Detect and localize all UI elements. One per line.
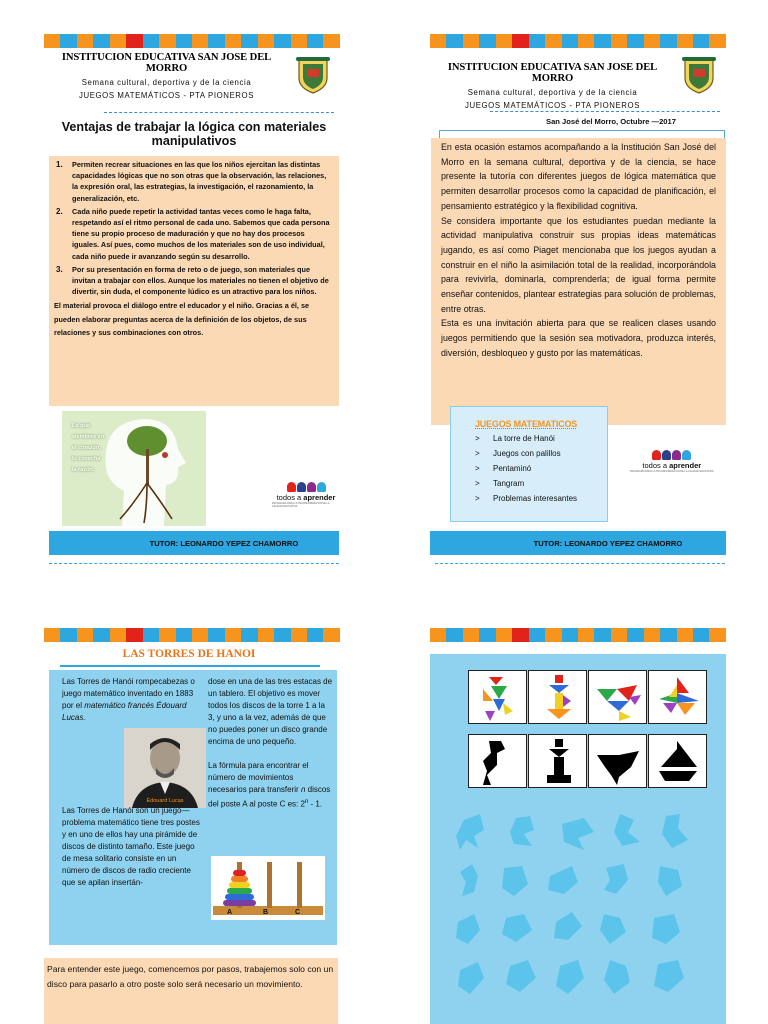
post-label-b: B: [263, 909, 269, 916]
tangram-silhouette-2: [528, 734, 587, 788]
school-crest-icon: [682, 54, 716, 94]
hanoi-formula: La fórmula para encontrar el número de movimientos necesarios para transferir n discos del poste A al poste C es: 2$^n$ - 1.: [208, 761, 331, 809]
list-item: > La torre de Hanói: [475, 434, 555, 443]
advantages-box: [49, 156, 339, 406]
color-stripe: [430, 628, 726, 642]
color-stripe: [44, 628, 340, 642]
list-item: 3. Por su presentación en forma de reto o de juego, son materiales que invitan a trabajar con ellos. Aunque los materiales no tienen el objetivo de divertir, sin duda, el componente lúdico es un atractivo para los niños.: [56, 264, 329, 297]
school-name: INSTITUCION EDUCATIVA SAN JOSE DEL MORRO: [447, 62, 658, 84]
list-item: 1. Permiten recrear situaciones en las que los niños ejercitan las distintas capacidades lógicas que no son otras que la observación, las relaciones, la expresión oral, las estrategias, la investigación, el razonamiento, la generalización, etc.: [56, 160, 327, 203]
intro-paragraph-2: Se considera importante que los estudiantes puedan mediante la actividad manipulativa construir sus propias ideas matemáticas jugando, es así como Piaget mencionaba que los juegos ayudan a construir en el niño la asimilación total de la realidad, incorporándola para revivirla, dominarla, comprenderla; de igual forma permite enseñar contenidos, plantear estrategias para solución de problemas, entre otras.: [441, 215, 716, 314]
hanoi-column-a: [62, 676, 196, 724]
panel-advantages: [44, 34, 340, 564]
hanoi-title: LAS TORRES DE HANOI: [122, 648, 256, 660]
list-item: > Problemas interesantes: [475, 494, 578, 503]
panel-hanoi: [44, 628, 340, 1024]
panel-tangram: [430, 628, 726, 1024]
panel-introduction: [430, 34, 726, 564]
advantages-list: [54, 159, 333, 297]
hanoi-rules: dose en una de las tres estacas de un tablero. El objetivo es mover todos los discos de la torre 1 a la 3, y uno a la vez, además de que no puedes poner un disco grande encima de uno pequeño.: [208, 677, 333, 746]
tangram-colored-figure-2: [528, 670, 587, 724]
tutor-footer: TUTOR: LEONARDO YEPEZ CHAMORRO: [430, 531, 726, 555]
list-item: > Tangram: [475, 479, 525, 488]
hanoi-steps-box: Para entender este juego, comencemos por pasos, trabajemos solo con un disco para pasarlo a otro poste solo será necesario un movimiento.: [44, 958, 338, 1024]
tutor-footer: TUTOR: LEONARDO YEPEZ CHAMORRO: [49, 531, 339, 555]
lucas-portrait: [124, 728, 206, 808]
tangram-colored-figure-3: [588, 670, 647, 724]
advantages-title: Ventajas de trabajar la lógica con materiales manipulativos: [61, 120, 327, 148]
quote-text: Lo que siembres en el corazón, lo cosecha la razón.: [72, 423, 105, 473]
intro-paragraph-3: Esta es una invitación abierta para que se realicen clases usando juegos permitiendo que la sesión sea motivadora, produzca interés, diversión, desbloqueo y gusto por las matemáticas.: [441, 318, 716, 358]
color-stripe: [430, 34, 726, 48]
games-list-title: JUEGOS MATEMATICOS: [475, 419, 578, 429]
school-crest-icon: [296, 54, 330, 94]
list-item: > Pentaminó: [475, 464, 532, 473]
games-list-box: [450, 406, 608, 522]
tangram-colored-figure-1: [468, 670, 527, 724]
week-subtitle: Semana cultural, deportiva y de la ciencia: [81, 78, 252, 87]
week-subtitle: Semana cultural, deportiva y de la ciencia: [467, 88, 638, 97]
tangram-shapes-grid: [444, 810, 714, 1010]
closing-paragraph: El material provoca el diálogo entre el educador y el niño. Gracias a él, se pueden elaborar preguntas acerca de la definición de los objetos, de sus relaciones y sus combinaciones con otros.: [54, 301, 310, 338]
post-label-a: A: [227, 909, 233, 916]
intro-box: [431, 138, 726, 425]
tangram-colored-figure-4: [648, 670, 707, 724]
photo-caption: Édouard Lucas: [146, 798, 184, 804]
list-item: 2. Cada niño puede repetir la actividad tantas veces como le haga falta, respetando así el ritmo personal de cada uno. Sabemos que cada persona tiene su propio proceso de maduración y que no hay dos procesos iguales. Así pues, como muchos de los materiales son de uso individual, cada niño puede ir avanzando según su desarrollo.: [56, 206, 330, 261]
games-subtitle: JUEGOS MATEMÁTICOS - PTA PIONEROS: [464, 101, 641, 110]
tangram-silhouette-4: [648, 734, 707, 788]
tangram-silhouette-1: [468, 734, 527, 788]
hanoi-column-b: [208, 676, 333, 811]
tree-head-image: [62, 411, 206, 526]
todos-a-aprender-logo: todos a aprender PROGRAMA PARA LA TRANSFORMACIÓN DE LA CALIDAD EDUCATIVA: [630, 450, 714, 473]
color-stripe: [44, 34, 340, 48]
games-subtitle: JUEGOS MATEMÁTICOS - PTA PIONEROS: [78, 91, 255, 100]
games-list: [475, 431, 607, 506]
post-label-c: C: [295, 909, 301, 916]
hanoi-description: Las Torres de Hanói son un juego— problema matemático tiene tres postes y en uno de ellos hay una pirámide de discos de distinto tamaño. Este juego de mesa solitario consiste en un número de discos de radio creciente que se apilan insertán-: [62, 806, 200, 887]
tangram-silhouette-3: [588, 734, 647, 788]
todos-a-aprender-logo: todos a aprender PROGRAMA PARA LA TRANSFORMACIÓN DE LA CALIDAD EDUCATIVA: [272, 482, 340, 508]
intro-paragraph-1: En esta ocasión estamos acompañando a la Institución San José del Morro en la semana cultural, deportiva y de la ciencia, se hace presente la tutoría con diferentes juegos de lógica matemática que permiten desarrollar procesos como la capacidad de planificación, el pensamiento estratégico y la flexibilidad cognitiva.: [441, 142, 716, 211]
hanoi-intro: Las Torres de Hanói rompecabezas o juego matemático inventado en 1883 por el matemático francés Édouard Lucas.: [62, 677, 195, 722]
list-item: > Juegos con palillos: [475, 449, 561, 458]
date-line: San José del Morro, Octubre —2017: [546, 117, 676, 126]
hanoi-toy-image: [211, 856, 325, 920]
school-name: INSTITUCION EDUCATIVA SAN JOSE DEL MORRO: [61, 52, 272, 74]
